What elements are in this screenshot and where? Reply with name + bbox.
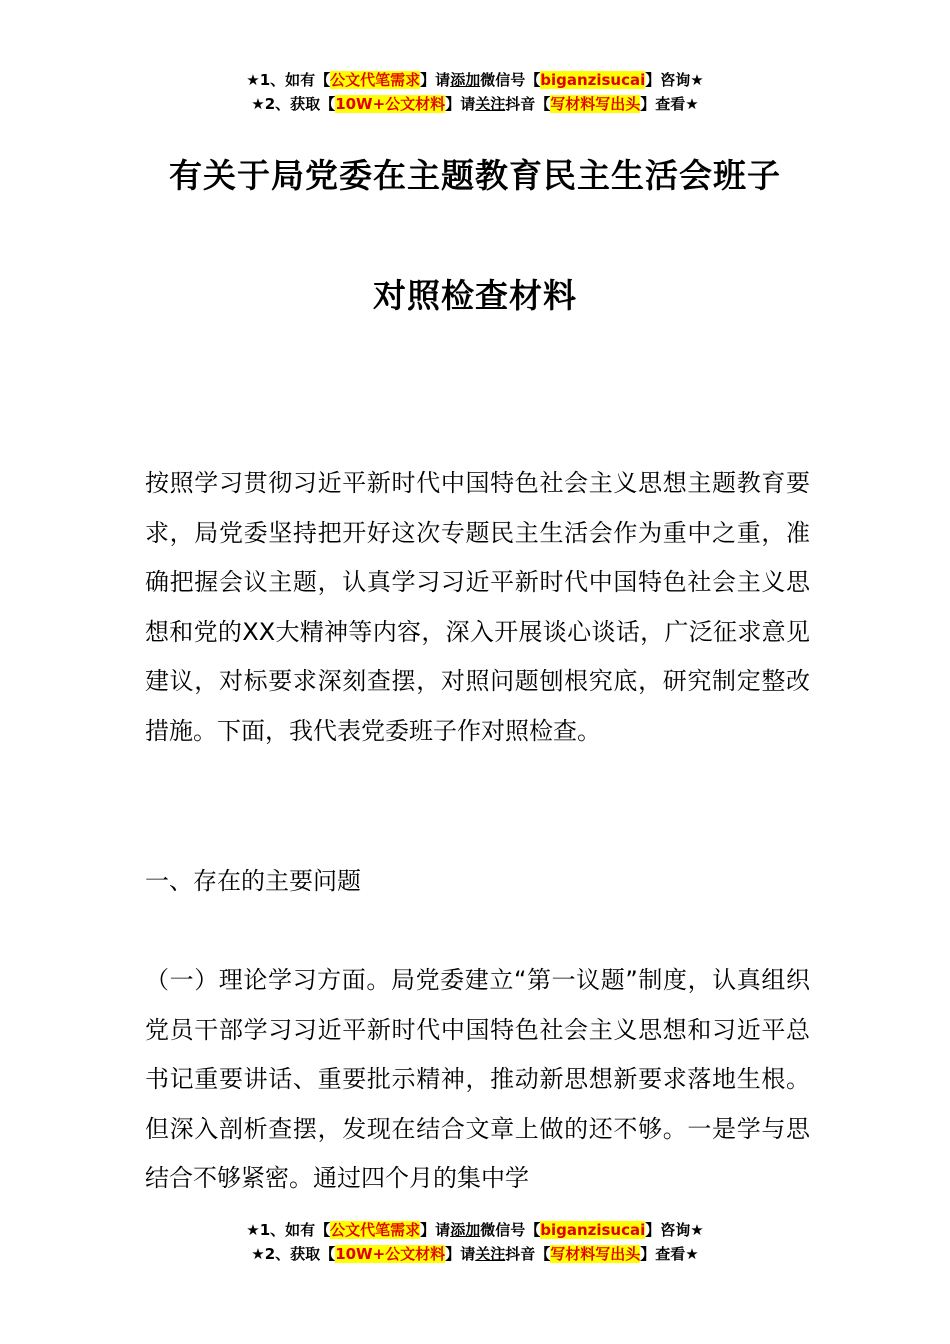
banner-text: 】查看★ — [640, 1245, 699, 1263]
banner-text: 抖音【 — [505, 1245, 551, 1263]
banner-text: 】咨询★ — [645, 71, 704, 89]
banner-underlined-text: 添加 — [450, 71, 481, 89]
highlight-wechat-id: biganzisucai — [540, 1221, 646, 1239]
theory-study-paragraph: （一）理论学习方面。局党委建立“第一议题”制度，认真组织党员干部学习习近平新时代中国特色社会主义思想和习近平总书记重要讲话、重要批示精神，推动新思想新要求落地生根。但深入剖析查摆，发现在结合文章上做的还不够。一是学与思结合不够紧密。通过四个月的集中学 — [145, 966, 810, 1193]
banner-text: 】请 — [420, 1221, 451, 1239]
banner-line-2 — [0, 92, 950, 116]
header-ad-banner — [0, 68, 950, 116]
banner-text: ★1、如有【 — [246, 71, 331, 89]
highlight-wechat-id: biganzisucai — [540, 71, 646, 89]
highlight-douyin: 写材料写出头 — [550, 1245, 641, 1263]
section-heading: 一、存在的主要问题 — [145, 867, 361, 895]
banner-text: ★2、获取【 — [251, 95, 336, 113]
banner-text: 】咨询★ — [645, 1221, 704, 1239]
document-title-line-1: 有关于局党委在主题教育民主生活会班子 — [169, 156, 781, 195]
footer-ad-banner — [0, 1218, 950, 1266]
highlight-douyin: 写材料写出头 — [550, 95, 641, 113]
banner-underlined-text: 添加 — [450, 1221, 481, 1239]
banner-text: ★2、获取【 — [251, 1245, 336, 1263]
banner-underlined-text: 关注 — [475, 95, 506, 113]
banner-text: 微信号【 — [480, 1221, 541, 1239]
banner-text: 抖音【 — [505, 95, 551, 113]
banner-line-2 — [0, 1242, 950, 1266]
banner-text: 】请 — [420, 71, 451, 89]
banner-text: 】查看★ — [640, 95, 699, 113]
document-title-line-2: 对照检查材料 — [373, 276, 577, 315]
banner-text: 微信号【 — [480, 71, 541, 89]
banner-line-1 — [0, 68, 950, 92]
banner-text: ★1、如有【 — [246, 1221, 331, 1239]
banner-text: 】请 — [445, 1245, 476, 1263]
intro-paragraph: 按照学习贯彻习近平新时代中国特色社会主义思想主题教育要求，局党委坚持把开好这次专题民主生活会作为重中之重，准确把握会议主题，认真学习习近平新时代中国特色社会主义思想和党的XX大精神等内容，深入开展谈心谈话，广泛征求意见建议，对标要求深刻查摆，对照问题刨根究底，研究制定整改措施。下面，我代表党委班子作对照检查。 — [145, 469, 810, 745]
highlight-service: 公文代笔需求 — [330, 71, 421, 89]
highlight-service: 公文代笔需求 — [330, 1221, 421, 1239]
highlight-materials: 10W+公文材料 — [335, 1245, 446, 1263]
highlight-materials: 10W+公文材料 — [335, 95, 446, 113]
banner-underlined-text: 关注 — [475, 1245, 506, 1263]
banner-line-1 — [0, 1218, 950, 1242]
banner-text: 】请 — [445, 95, 476, 113]
